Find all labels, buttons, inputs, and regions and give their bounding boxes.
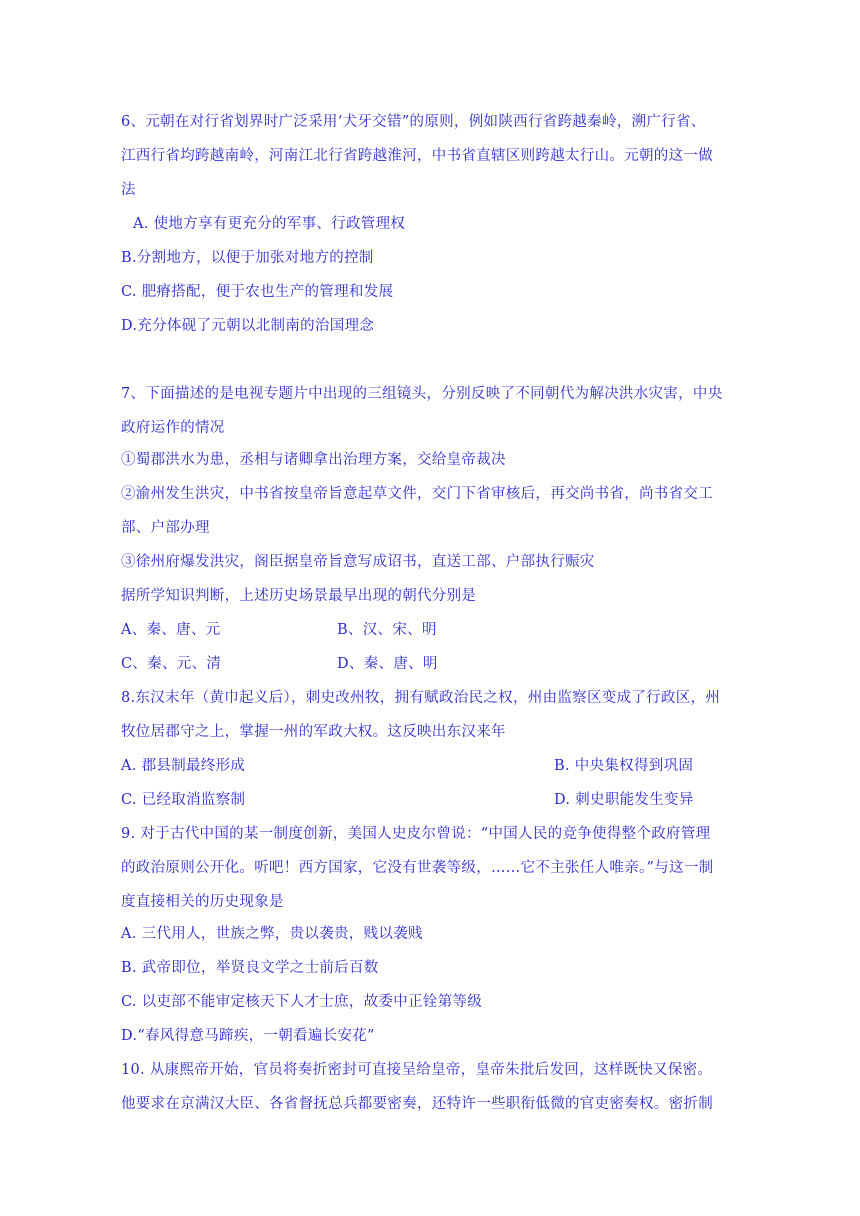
q10-stem-line-1: 10. 从康熙帝开始，官员将奏折密封可直接呈给皇帝，皇帝朱批后发回，这样既快又保密。 [121, 1062, 713, 1078]
q7-scene-3: ③徐州府爆发洪灾，阁臣据皇帝旨意写成诏书，直送工部、户部执行赈灾 [121, 554, 595, 570]
q10-stem-line-2: 他要求在京满汉大臣、各省督抚总兵都要密奏，还特许一些职衔低微的官吏密奏权。密折制 [121, 1096, 713, 1112]
q7-option-b: B、汉、宋、明 [337, 622, 437, 638]
q7-option-d: D、秦、唐、明 [337, 656, 438, 672]
q7-stem-line-2: 政府运作的情况 [121, 420, 225, 436]
q6-stem-line-1: 6、元朝在对行省划界时广泛采用‘犬牙交错”的原则，例如陕西行省跨越秦岭，溯广行省、 [121, 114, 706, 130]
q7-option-c: C、秦、元、清 [121, 656, 222, 672]
q7-scene-2-line-2: 部、户部办理 [121, 520, 210, 536]
q6-option-c: C. 肥瘠搭配，便于农也生产的管理和发展 [121, 284, 394, 300]
q7-prompt: 据所学知识判断，上述历史场景最早出现的朝代分别是 [121, 588, 477, 604]
q8-option-b: B. 中央集权得到巩固 [554, 758, 694, 774]
q7-scene-1: ①蜀郡洪水为患，丞相与诸卿拿出治理方案，交给皇帝裁决 [121, 452, 506, 468]
q9-option-d: D.“春风得意马蹄疾，一朝看遍长安花” [121, 1028, 375, 1044]
q6-option-b: B.分割地方，以便于加张对地方的控制 [121, 250, 374, 266]
q9-option-c: C. 以吏部不能审定核天下人才士庶，故委中正铨第等级 [121, 994, 483, 1010]
q8-stem-line-1: 8.东汉末年（黄巾起义后），刺史改州牧，拥有赋政治民之权，州由监察区变成了行政区，州 [121, 690, 721, 706]
q9-option-a: A. 三代用人，世族之弊，贵以袭贵，贱以袭贱 [121, 926, 423, 942]
q8-option-a: A. 郡县制最终形成 [121, 758, 246, 774]
q8-option-d: D. 刺史职能发生变异 [554, 792, 694, 808]
q7-option-a: A、秦、唐、元 [121, 622, 221, 638]
q9-stem-line-1: 9. 对于古代中国的某一制度创新，美国人史皮尔曾说：“中国人民的竞争使得整个政府管理 [121, 826, 711, 842]
q8-option-c: C. 已经取消监察制 [121, 792, 246, 808]
q6-stem-line-2: 江西行省均跨越南岭，河南江北行省跨越淮河，中书省直辖区则跨越太行山。元朝的这一做 [121, 148, 713, 164]
q6-option-d: D.充分体砚了元朝以北制南的治国理念 [121, 318, 375, 334]
q8-stem-line-2: 牧位居郡守之上，掌握一州的军政大权。这反映出东汉来年 [121, 724, 506, 740]
q6-option-a: A. 使地方享有更充分的军事、行政管理权 [133, 216, 406, 232]
q9-option-b: B. 武帝即位，举贤良文学之士前后百数 [121, 960, 379, 976]
q7-scene-2-line-1: ②渝州发生洪灾，中书省按皇帝旨意起草文件，交门下省审核后，再交尚书省，尚书省交工 [121, 486, 713, 502]
q7-stem-line-1: 7、下面描述的是电视专题片中出现的三组镜头，分别反映了不同朝代为解决洪水灾害，中央 [121, 386, 723, 402]
q6-stem-line-3: 法 [121, 182, 136, 198]
q9-stem-line-3: 度直接相关的历史现象是 [121, 894, 284, 910]
q9-stem-line-2: 的政治原则公开化。听吧！西方国家，它没有世袭等级，……它不主张任人唯亲。”与这一制 [121, 860, 714, 876]
